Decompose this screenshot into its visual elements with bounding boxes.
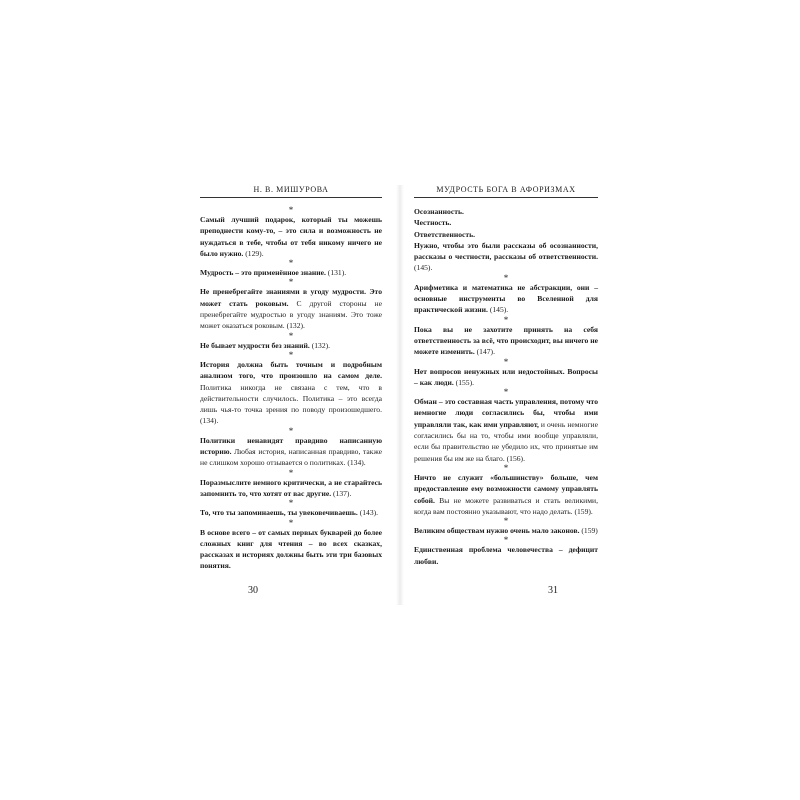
asterisk-separator: *	[288, 330, 294, 341]
asterisk-separator: *	[288, 277, 294, 288]
aphorism-regular-text: (145).	[487, 305, 509, 315]
aphorism-paragraph	[414, 240, 598, 274]
aphorism-paragraph	[200, 477, 382, 500]
asterisk-separator: *	[288, 498, 294, 509]
aphorism-paragraph	[414, 396, 598, 464]
aphorism-bold-text: Поразмыслите немного критически, а не старайтесь запомнить то, что хотят от вас другие.	[200, 477, 382, 498]
aphorism-regular-text: Вы не можете развиваться и стать великими, когда вам постоянно указывают, что надо делать. (159).	[414, 495, 598, 516]
aphorism-bold-text: В основе всего – от самых первых букварей до более сложных книг для чтения – во всех сказках, рассказах и историях должны быть эти три базовых понятия.	[200, 527, 382, 571]
aphorism-bold-text: То, что ты запоминаешь, ты увековечиваешь.	[200, 508, 358, 518]
aphorism-bold-text: Нужно, чтобы это были рассказы об осознанности, рассказы о честности, рассказы об ответственности.	[414, 240, 598, 262]
asterisk-separator: *	[503, 356, 509, 367]
aphorism-paragraph	[200, 214, 382, 259]
asterisk-separator: *	[503, 516, 509, 527]
aphorism-paragraph	[200, 507, 382, 518]
right-page	[414, 185, 598, 605]
right-running-head: МУДРОСТЬ БОГА В АФОРИЗМАХ	[414, 185, 598, 198]
asterisk-separator: *	[503, 462, 509, 473]
aphorism-bold-text: Великим обществам нужно очень мало законов.	[414, 526, 580, 536]
aphorism-regular-text: (137).	[331, 488, 352, 498]
left-page-number: 30	[248, 585, 258, 596]
aphorism-bold-text: Пока вы не захотите принять на себя ответственность за всё, что происходит, вы ничего не можете изменить.	[414, 324, 598, 357]
aphorism-regular-text: (132).	[309, 340, 331, 350]
aphorism-paragraph	[414, 544, 598, 567]
aphorism-bold-text: Не пренебрегайте знаниями в угоду мудрости. Это может стать роковым.	[200, 287, 382, 308]
aphorism-paragraph	[414, 282, 598, 316]
asterisk-separator: *	[503, 535, 509, 546]
left-running-head: Н. В. МИШУРОВА	[200, 185, 382, 198]
aphorism-regular-text: Политика никогда не связана с тем, что в действительности случилось. Политика – это всегда лишь чья-то точка зрения по поводу произошедшего. (134).	[200, 382, 382, 426]
asterisk-separator: *	[288, 349, 294, 360]
aphorism-bold-text: Честность.	[414, 218, 452, 228]
aphorism-regular-text: (159)	[579, 526, 598, 536]
right-page-number: 31	[548, 585, 558, 596]
aphorism-bold-text: Обман – это составная часть управления, потому что немногие люди согласились бы, чтобы ими управляли так, как ими управляют,	[414, 397, 598, 429]
asterisk-separator: *	[503, 272, 509, 283]
aphorism-regular-text: (155).	[453, 377, 475, 387]
aphorism-paragraph	[414, 217, 598, 228]
right-page-body	[414, 206, 598, 567]
aphorism-bold-text: История должна быть точным и подробным анализом того, что произошло на самом деле.	[200, 359, 382, 381]
aphorism-regular-text: С другой стороны не пренебрегайте мудростью в угоду знаниям. Это тоже может оказаться роковым. (132).	[200, 298, 382, 331]
asterisk-separator: *	[503, 387, 509, 398]
aphorism-regular-text: (143).	[357, 508, 379, 518]
aphorism-bold-text: Ничто не служит «большинству» больше, чем предоставление ему возможности самому управлять собой.	[414, 472, 598, 505]
aphorism-regular-text: и очень немногие согласились бы на то, чтобы ими вообще управляли, если бы правительство не убедило их, что принятые им решения бы им же на благо. (156).	[414, 419, 598, 463]
asterisk-separator: *	[503, 314, 509, 325]
left-page	[200, 185, 382, 605]
aphorism-bold-text: Политики ненавидят правдиво написанную историю.	[200, 435, 382, 457]
aphorism-paragraph	[414, 206, 598, 217]
aphorism-paragraph	[200, 435, 382, 469]
left-page-body	[200, 206, 382, 572]
aphorism-paragraph	[200, 359, 382, 427]
aphorism-bold-text: Единственная проблема человечества – дефицит любви.	[414, 545, 598, 566]
aphorism-bold-text: Самый лучший подарок, который ты можешь преподнести кому-то, – это сила и возможность не нуждаться в тебе, чтобы от тебя никому ничего не было нужно.	[200, 215, 382, 258]
aphorism-paragraph	[414, 324, 598, 358]
aphorism-bold-text: Арифметика и математика не абстракции, они – основные инструменты во Вселенной для практической жизни.	[414, 282, 598, 315]
aphorism-paragraph	[200, 286, 382, 331]
aphorism-bold-text: Нет вопросов ненужных или недостойных. Вопросы – как люди.	[414, 366, 598, 387]
asterisk-separator: *	[288, 517, 294, 528]
aphorism-bold-text: Осознанность.	[414, 207, 464, 216]
aphorism-regular-text: (145).	[414, 263, 433, 273]
aphorism-paragraph	[414, 472, 598, 517]
aphorism-bold-text: Мудрость – это применённое знание.	[200, 268, 326, 278]
aphorism-paragraph	[414, 366, 598, 389]
aphorism-bold-text: Ответственность.	[414, 229, 476, 239]
aphorism-paragraph	[414, 229, 598, 240]
aphorism-regular-text: (147).	[474, 347, 495, 357]
aphorism-regular-text: Любая история, написанная правдиво, также не слишком хорошо отзывается о политиках. (134).	[200, 447, 382, 468]
asterisk-separator: *	[288, 258, 294, 269]
book-gutter	[396, 185, 404, 605]
asterisk-separator: *	[288, 205, 294, 215]
asterisk-separator: *	[288, 467, 294, 478]
aphorism-paragraph	[200, 527, 382, 572]
aphorism-regular-text: (129).	[243, 248, 264, 258]
aphorism-regular-text: (131).	[325, 268, 347, 278]
aphorism-bold-text: Не бывает мудрости без знаний.	[200, 340, 310, 350]
asterisk-separator: *	[288, 425, 294, 436]
